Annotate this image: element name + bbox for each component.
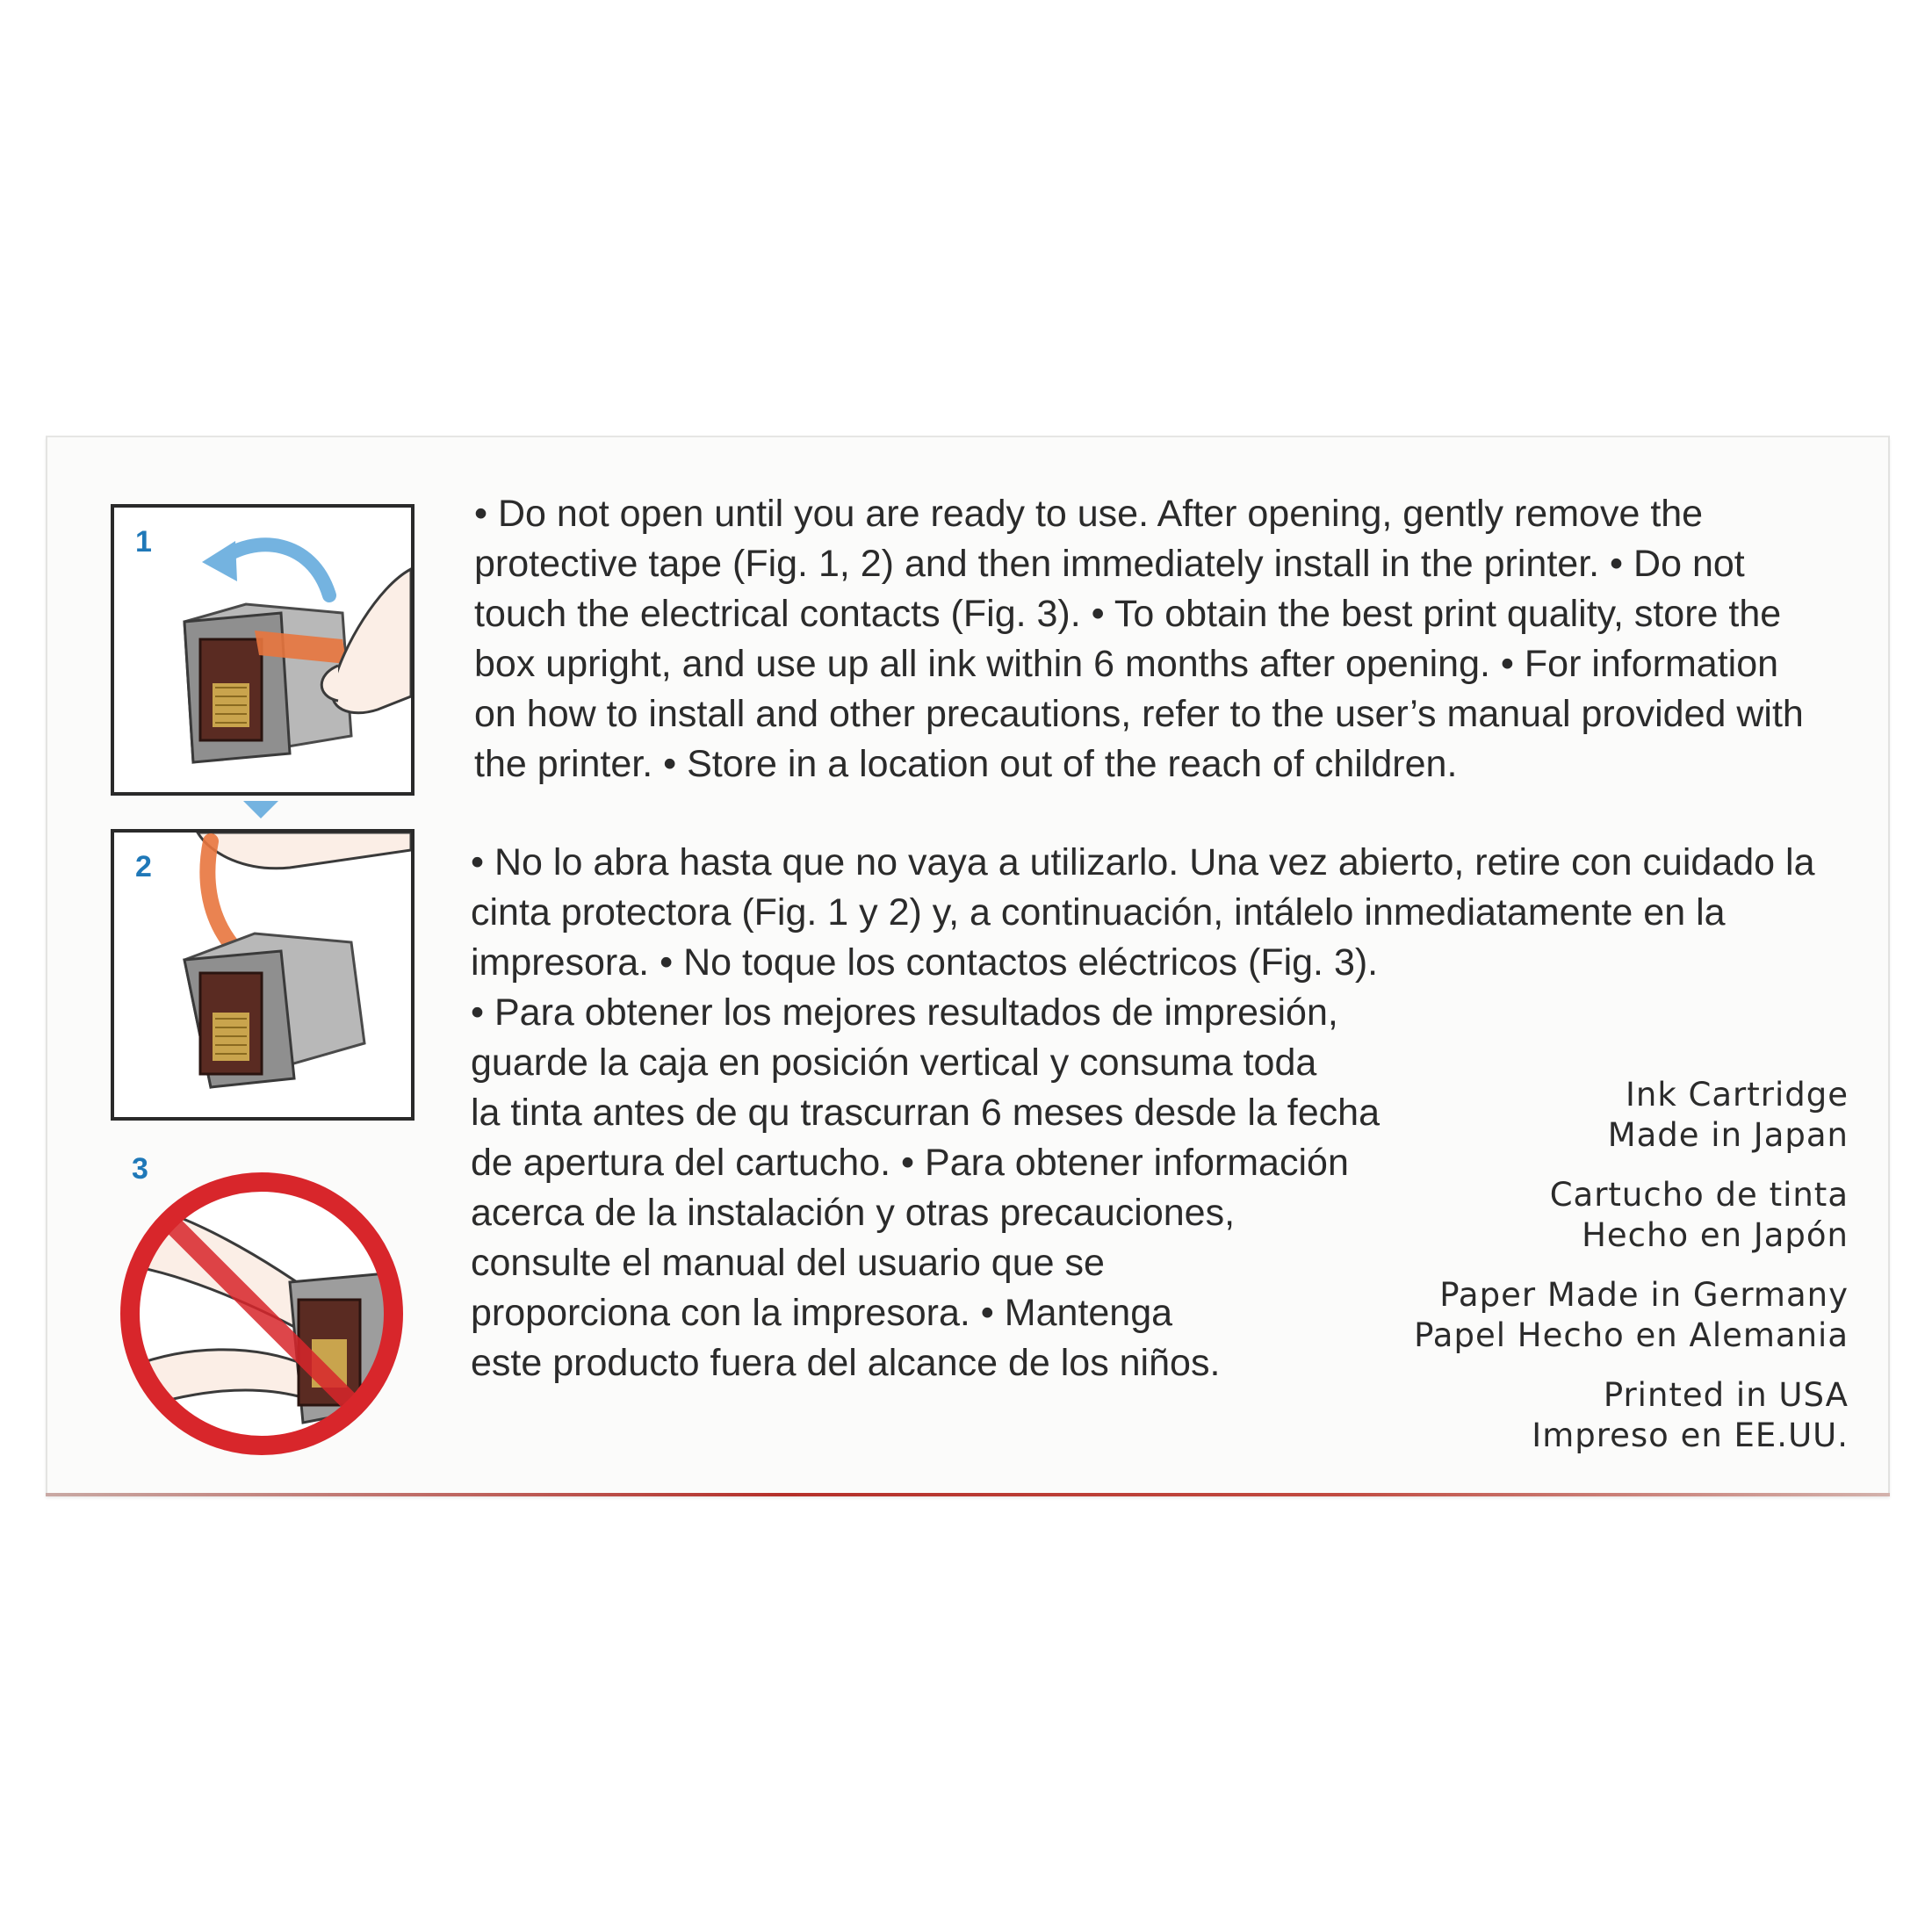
text-line: protective tape (Fig. 1, 2) and then immediately install in the printer. • Do not [474,543,1745,585]
ink-cartridge-icon [184,934,364,1087]
origin-ink-es [1550,1175,1849,1256]
text-line: guarde la caja en posición vertical y consuma toda [471,1042,1317,1084]
text-line: proporciona con la impresora. • Mantenga [471,1292,1173,1334]
text-line: cinta protectora (Fig. 1 y 2) y, a continuación, intálelo inmediatamente en la [471,891,1726,934]
text-line: acerca de la instalación y otras precauciones, [471,1192,1236,1234]
text-line: • Para obtener los mejores resultados de impresión, [471,991,1338,1034]
printed-in-label: Printed in USA [1603,1376,1849,1414]
figure-3 [105,1142,422,1458]
papel-hecho-label: Papel Hecho en Alemania [1414,1316,1849,1354]
figure-3-number: 3 [132,1152,148,1186]
arrow-curved-icon [202,541,329,595]
text-line: • No lo abra hasta que no vaya a utilizarlo. Una vez abierto, retire con cuidado la [471,841,1815,883]
arrow-down-icon [243,801,278,818]
figure-1-number: 1 [135,525,152,559]
text-line: impresora. • No toque los contactos eléctricos (Fig. 3). [471,941,1379,984]
text-line: touch the electrical contacts (Fig. 3). • To obtain the best print quality, store the [474,593,1782,635]
origin-ink [1608,1075,1849,1156]
origin-printed [1532,1375,1849,1456]
finger-icon [198,833,411,869]
figure-1-illustration [114,508,411,792]
figure-2-number: 2 [135,850,152,883]
hecho-en-japon-label: Hecho en Japón [1582,1216,1849,1254]
text-line: on how to install and other precautions, refer to the user’s manual provided with [474,693,1804,735]
text-line: the printer. • Store in a location out of the reach of children. [474,743,1458,785]
text-line: la tinta antes de qu trascurran 6 meses desde la fecha [471,1092,1381,1134]
box-bottom-edge [46,1493,1890,1496]
impreso-en-label: Impreso en EE.UU. [1532,1417,1849,1454]
figure-2 [111,829,415,1121]
cartucho-label: Cartucho de tinta [1549,1176,1849,1214]
text-line: de apertura del cartucho. • Para obtener información [471,1142,1349,1184]
text-line: este producto fuera del alcance de los niños. [471,1342,1221,1384]
made-in-japan-label: Made in Japan [1607,1116,1849,1154]
prohibition-icon [105,1142,422,1458]
figure-1 [111,504,415,796]
text-line: • Do not open until you are ready to use. After opening, gently remove the [474,493,1704,535]
text-line: consulte el manual del usuario que se [471,1242,1105,1284]
paper-made-label: Paper Made in Germany [1439,1276,1849,1314]
english-instructions [474,489,1804,789]
text-line: box upright, and use up all ink within 6 months after opening. • For information [474,643,1779,685]
origin-paper [1414,1275,1849,1356]
ink-cartridge-label: Ink Cartridge [1625,1076,1849,1114]
figure-2-illustration [114,833,411,1117]
